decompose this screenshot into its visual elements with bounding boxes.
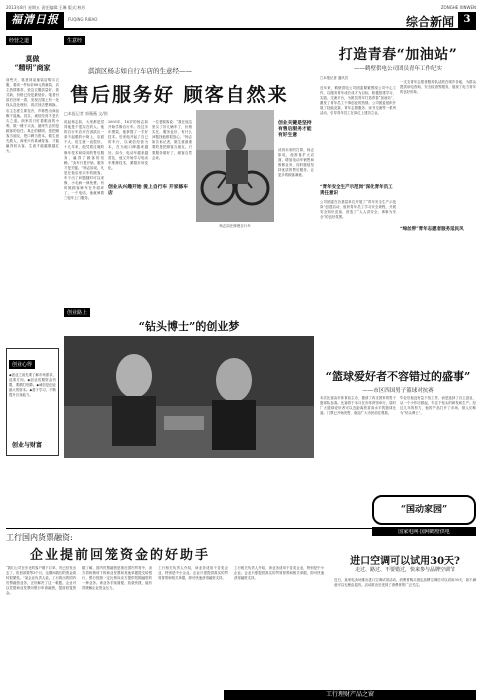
bottom-col3: 工行相关负责人介绍，该业务适用于各类企业，特别是中小企业。企业只需提供真实的贸易背景和相关单据，即可快速获得融资支持。 [158,566,228,581]
header-date: 2013年8月 星期五 责任编辑:王琳 版式:林芳 [6,5,86,10]
right-subhead1: ——鹤壁供电公司团员青年工作纪实 [353,66,442,72]
main-story-byline: □本报记者 郭薇薇 文/图 [64,111,108,116]
main-story-col1: 说起杨志如，大家都是觉得他是个很实在的人。他的自行车店开在淇滨区一条不起眼的小街上，店面不大，但生意一直很好。十几年来，他凭着过硬的修车技术和周到的售后服务，赢得了顾客的信赖。“卖车只是开始，服务才是关键。”杨志如说，凡是在他店里买车的顾客，车子出了问题随时可以来修，小毛病一律免费。有时候顾客骑车在外面坏了，一个电话，他就骑着三轮车上门服务。 [64,120,104,201]
center-lower-tag: 创业路上 [64,308,90,317]
right-headline2: “篮球爱好者不容错过的盛事” [325,370,471,383]
main-story-tag: 生意经 [64,36,85,45]
bottom-divider [6,528,476,529]
main-story-subhead1: 创业从兴趣开始 爱上自行车 开家修车店 [108,184,189,196]
bottom-kicker: 工行国内货票融资: [6,533,73,542]
main-story-col3: 一位老顾客说：“我在他这里买了好几辆车了，价格实在，服务也好，有什么问题找他都很放心。”杨志如告诉记者，做生意最重要的是把顾客当朋友。只要服务做好了，顾客自然会来。 [152,120,192,160]
center-lower-body: 毕业后他没有急于找工作，而是选择了自主创业，从一个小作坊做起，专注于钻头的研发和生产。经过几年的努力，他的产品打开了市场，被人们称为“钻头博士”。 [400,396,476,416]
newspaper-logo: 福清日报 [6,12,64,28]
footer-band: 工行理财产品之窗 [224,690,476,700]
logo-subtitle: FUQING RIBAO [68,17,98,22]
bicycle-photo [196,110,274,222]
section-title: 综合新闻 [405,15,454,29]
sidebar-body: 前些天，笔者到某童装店购买衣服，看到一件标价88元的童装，店主热情推荐，说这衣服质量好、款式新，价格已经是最低价。笔者付款后回家一看，发现衣服上有一处线头没处理好，再次回店想调换，店主态度立即变冷，声称售出商品概不退换。其实，诚信经营才是长久之道。商家若只盯着眼前的小利，做一锤子买卖，最终失去的是顾客的信任。真正的精明，是把顾客当朋友，把口碑当资本。做生意先做人，商家只有真诚待客，才能赢得回头客，生意才能越做越红火。 [6,78,59,154]
masthead [6,12,476,30]
right-byline: □本报记者 通讯员 [320,76,349,80]
bicycle-photo-caption: 杨志如在修理自行车 [219,224,251,228]
bottom-col2: 据了解，国内货票融资是指在国内贸易中，卖方将赊销项下的商业发票和其他单据提交给银行，银行按照一定比例向卖方提供短期融资的一种业务。该业务手续简便、放款快捷，能有效缓解企业资金压力。 [82,566,152,591]
bottom-col1: “我们公司在东北的客户刚下订单，货已经发出去了，但回款要等3个月，这期间我们的资金周转很紧张。”某企业负责人说。工行推出的国内货票融资业务，正好解决了这一难题。企业可以凭借商业发票向银行申请融资，提前回笼资金。 [6,566,76,596]
sidebar-tag: 经营之道 [6,36,32,45]
workshop-photo [64,336,314,458]
bottom-right-headline: 进口空调可以试用30天? [350,556,460,567]
center-lower-headline: “钻头博士”的创业梦 [138,320,240,333]
sidebar-box-body: ◆创业之前先要了解市场需求，选准方向。◆创业初期资金有限，要精打细算。◆诚信是创业最大的资本。◆善于学习，不断提升自身能力。 [9,373,56,398]
main-story-col2: 2005年，16岁的杨志如开始学修自行车。经过多年摸索，他掌握了一手好技术。后来他开起了自己的车行，以诚信经营为本，在当地口碑越来越好。如今，电动车越来越普及，他又开始学习电动车维修技术，紧跟市场变化。 [108,120,148,170]
page-number: 3 [458,12,476,28]
promo-title: “国动家园” [372,495,476,525]
sidebar-title-line2: “精明”商家 [14,63,51,72]
sidebar-logo: 创业与财富 [12,442,43,449]
sidebar-column [6,36,59,456]
main-story-subhead2: 创业关键是坚持 有售后服务才能有好生意 [278,120,312,138]
promo-banner [372,495,476,541]
right-body3: 一支支青年志愿者服务队活跃在城乡各地，为群众提供用电咨询、安全检查等服务，展现了电力青年的良好形象。 [400,80,476,95]
running-header [6,4,476,12]
main-story-headline: 售后服务好 顾客自然来 [70,84,289,106]
main-story-kicker: 淇滨区杨志如自行车店的生意经—— [88,67,192,75]
promo-subtitle: 国家电网·国网鹤壁供电 [372,527,476,536]
header-right: ZONGHE XINWEN [440,5,476,10]
sidebar-title-line1: 莫做 [25,54,40,63]
right-headline1: 打造青春“加油站” [338,47,458,63]
right-body1: 近年来，鹤壁供电公司团委紧紧围绕公司中心工作，以服务青年成长成才为目标，积极搭建学习、实践、交流平台，为团员青年打造青春“加油站”，激发了青年员工干事创业的热情。公司团委组织开展了技能竞赛、青年志愿服务、读书交流等一系列活动，引导青年员工在岗位上建功立业。 [320,86,396,116]
bottom-col4: 工行相关负责人介绍，该业务适用于各类企业，特别是中小企业。企业只需提供真实的贸易背景和相关单据，即可快速获得融资支持。 [234,566,324,581]
right-note1: “青年安全生产示范岗”深化青年员工责任意识 [320,185,393,196]
right-body2: 公司团委在各基层单位开展了“青年安全生产示范岗”创建活动，组织青年员工学习安全规程，开展安全知识竞赛，营造了“人人讲安全、事事为安全”的良好氛围。 [320,200,396,220]
right-note2: “绿丝带”青年志愿者服务延民风 [400,227,464,232]
right-subhead2: ——市区四国男子篮球对抗赛 [362,388,434,394]
bottom-headline: 企业提前回笼资金的好助手 [30,548,211,563]
main-story [64,36,314,308]
right-body4: 本次比赛由市体育局主办，邀请了四支国家的男子篮球队参赛。比赛将于本月在市体育馆举行，届时广大篮球爱好者可以近距离欣赏高水平的篮球比赛。门票已开始发售，欢迎广大市民前往观看。 [320,396,396,416]
bottom-right-body: 近日，某家电卖场推出进口空调试用活动，消费者购买指定品牌空调后可以试用30天，如不满意可以无理由退货。活动推出后受到了消费者的广泛关注。 [334,578,476,588]
main-story-col4: 谈到未来的打算，杨志如说，他准备扩大店面，增加电动车销售和维修业务，同时继续坚持优质的售后服务，让更多的顾客满意。 [278,148,314,178]
sidebar-box-tag: 创业心得 [9,360,35,369]
bottom-right-subhead: 走过、路过、不要错过，快来参与品牌空调节 [354,567,455,573]
